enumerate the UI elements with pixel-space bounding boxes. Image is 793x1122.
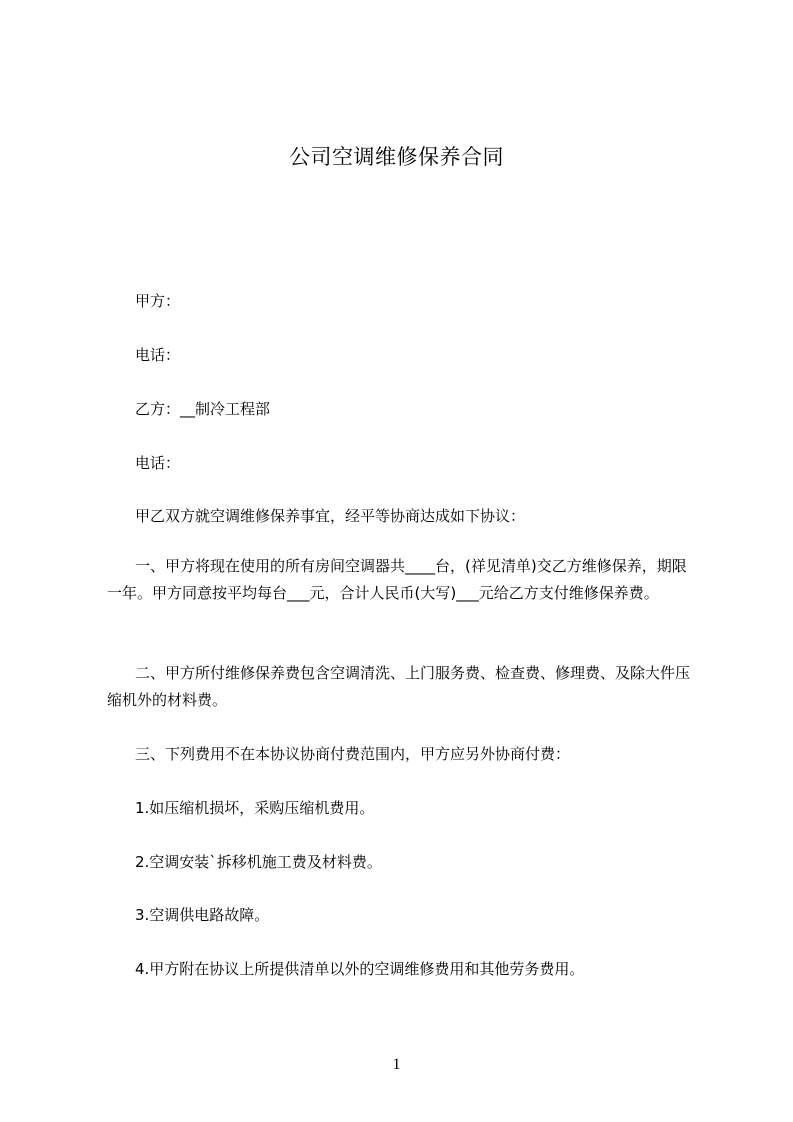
list-item: 2.空调安装`拆移机施工费及材料费。 bbox=[135, 853, 382, 871]
list-item: 1.如压缩机损坏，采购压缩机费用。 bbox=[135, 799, 375, 817]
list-item: 3.空调供电路故障。 bbox=[135, 906, 270, 924]
party-b-phone-line: 电话： bbox=[135, 454, 181, 472]
page-number: 1 bbox=[392, 1056, 401, 1073]
clause-2-paragraph: 二、甲方所付维修保养费包含空调清洗、上门服务费、检查费、修理费、及除大件压缩机外的材料费。 bbox=[107, 664, 691, 709]
page-title: 公司空调维修保养合同 bbox=[289, 145, 504, 169]
party-a-phone-line: 电话： bbox=[135, 346, 181, 364]
party-b-line: 乙方：__制冷工程部 bbox=[135, 400, 271, 418]
clause-1-paragraph: 一、甲方将现在使用的所有房间空调器共____台，(祥见清单)交乙方维修保养，期限一年。甲方同意按平均每台___元，合计人民币(大写)___元给乙方支付维修保养费。 bbox=[107, 557, 687, 602]
party-a-line: 甲方： bbox=[135, 292, 181, 310]
list-item: 4.甲方附在协议上所提供清单以外的空调维修费用和其他劳务费用。 bbox=[135, 960, 585, 978]
intro-line: 甲乙双方就空调维修保养事宜，经平等协商达成如下协议： bbox=[135, 507, 526, 525]
clause-3-line: 三、下列费用不在本协议协商付费范围内，甲方应另外协商付费： bbox=[135, 745, 571, 763]
